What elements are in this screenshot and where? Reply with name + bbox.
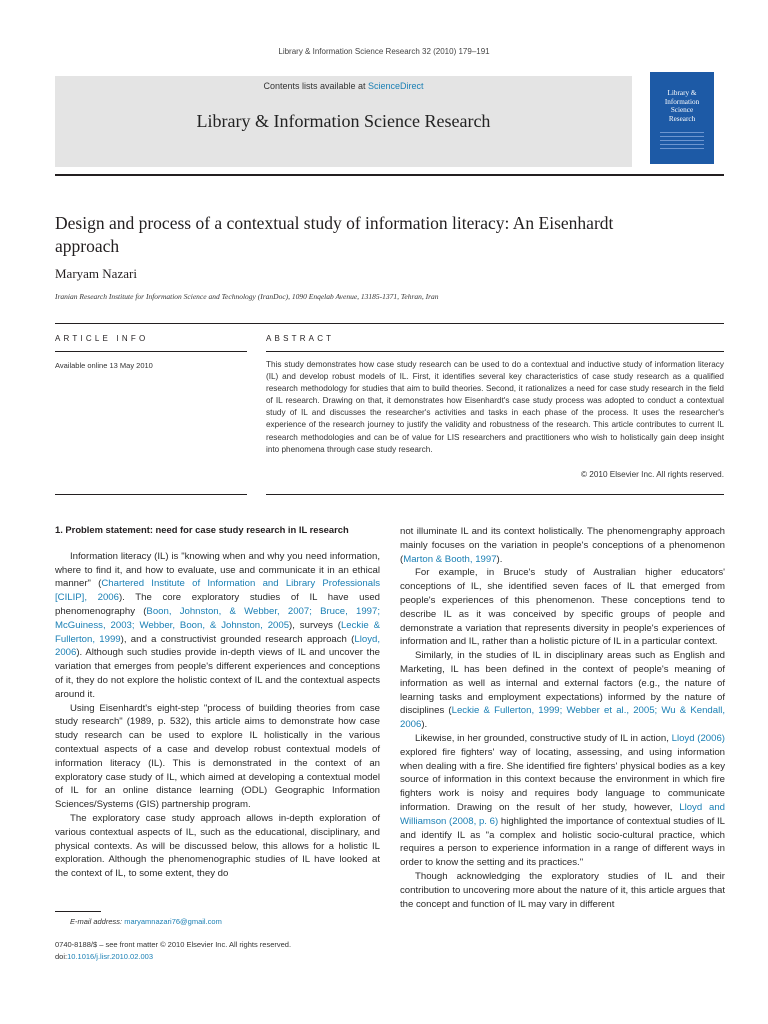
paragraph: Though acknowledging the exploratory studies of IL and their contribution to uncovering more about the nature of it, this article argues that the concept and function of IL may vary in different — [400, 870, 725, 910]
doi-line — [55, 952, 153, 961]
article-title: Design and process of a contextual study of information literacy: An Eisenhardt approach — [55, 213, 614, 256]
paragraph: Likewise, in her grounded, constructive study of IL in action, Lloyd (2006) explored fire fighters' way of locating, assessing, and using information when dealing with a fire. She identified fire fighters' physical bodies as a key source of information in this context because the environment in which fire fighters work is noisy and requires body language to communicate information. Drawing on the result of her study, however, Lloyd and Williamson (2008, p. 6) highlighted the importance of contextual studies of IL and identify IL as "a complex and holistic socio-cultural practice, which requires a person to experience information in a range of different ways in order to know the setting and its practices." — [400, 732, 726, 869]
abstract-bottom-rule — [266, 494, 724, 495]
abstract-heading: ABSTRACT — [266, 334, 335, 343]
title-rule — [55, 323, 724, 324]
footnote-rule — [55, 911, 101, 912]
abstract-text: This study demonstrates how case study research can be used to do a contextual and inductive study of information literacy (IL) and develop robust models of IL. First, it identifies several key characteristics of case study research as a qualified research methodology for studies that aim to build theories. Second, it rationalizes a need for case study research in the field of IL research. Drawing on that, it demonstrates how Eisenhardt's case study process was adopted to conduct a contextual study of IL and discusses the researcher's activities and tasks in each phase of the process. It uses the researcher's experience of the research journey to justify the validity and robustness of the research. This article contributes to current IL research methodologies and can be of value for LIS researchers and practitioners who wish to holistically gain deep insight into phenomena through case study research. — [266, 360, 724, 454]
author-affiliation: Iranian Research Institute for Information Science and Technology (IranDoc), 1090 Enqelab Avenue, 13185-1371, Tehran, Iran — [55, 292, 439, 301]
citation-link[interactable]: Boon, Johnston, & Webber, 2007; Bruce, 1997; McGuiness, 2003; Webber, Boon, & Johnston, 2005 — [55, 605, 380, 631]
citation-link[interactable]: Chartered Institute of Information and Library Professionals [CILIP], 2006 — [55, 578, 380, 604]
journal-banner — [55, 76, 632, 167]
citation-link[interactable]: Leckie & Fullerton, 1999 — [55, 619, 381, 645]
cover-title: Library & Information Science Research — [664, 89, 700, 123]
paragraph: For example, in Bruce's study of Australian higher educators' conceptions of IL, she identified seven faces of IL that emerged from people's experiences of this phenomenon. These conceptions tend to describe IL as it was conceived by specific groups of people and demonstrate a variation that represents diversity in people's experiences of information and IL, rather than a holistic picture of IL in a particular context. — [400, 567, 725, 648]
cover-decoration — [660, 132, 704, 152]
body-column-right — [400, 525, 725, 911]
article-info-rule — [55, 351, 247, 352]
email-link[interactable]: maryamnazari76@gmail.com — [124, 917, 222, 926]
paragraph: Information literacy (IL) is "knowing when and why you need information, where to find it, and how to evaluate, use and communicate it in an ethical manner" (Chartered Institute of Information and Library Professionals [CILIP], 2006). The core exploratory studies of IL have used phenomenography (Boon, Johnston, & Webber, 2007; Bruce, 1997; McGuiness, 2003; Webber, Boon, & Johnston, 2005), surveys (Leckie & Fullerton, 1999), and a constructivist grounded research approach (Lloyd, 2006). Although such studies provide in-depth views of IL and uncover the variation that emerges from people's different experiences and conceptions of it, they do not explore the holistic context of IL and the contextual aspects around it. — [55, 550, 381, 700]
email-label: E-mail address: — [70, 917, 123, 926]
abstract-rule — [266, 351, 724, 352]
citation-link[interactable]: Leckie & Fullerton, 1999; Webber et al., 2005; Wu & Kendall, 2006 — [400, 705, 726, 731]
body-column-left — [55, 523, 380, 881]
abstract-copyright: © 2010 Elsevier Inc. All rights reserved. — [580, 470, 724, 479]
running-head: Library & Information Science Research 32 (2010) 179–191 — [278, 47, 490, 56]
doi-label: doi: — [55, 952, 68, 961]
citation-link[interactable]: Lloyd, 2006 — [55, 633, 380, 659]
available-online-date: Available online 13 May 2010 — [55, 361, 153, 370]
journal-cover-thumbnail[interactable] — [650, 72, 714, 164]
paragraph: The exploratory case study approach allows in-depth exploration of various contextual aspects of IL, such as the educational, disciplinary, and physical contexts. As will be discussed below, this allows for a holistic IL exploration. Although the phenomenographic studies of IL have looked at the context of IL, to some extent, they do — [55, 812, 380, 880]
citation-link[interactable]: Lloyd and Williamson (2008, p. 6) — [400, 801, 726, 827]
contents-line — [55, 81, 632, 91]
author-name: Maryam Nazari — [55, 266, 137, 281]
email-footnote — [70, 917, 222, 926]
front-matter-note: 0740-8188/$ – see front matter © 2010 Elsevier Inc. All rights reserved. — [55, 940, 292, 949]
article-info-heading: ARTICLE INFO — [55, 334, 149, 343]
journal-title[interactable]: Library & Information Science Research — [196, 111, 491, 131]
citation-link[interactable]: Marton & Booth, 1997 — [403, 553, 497, 565]
contents-prefix: Contents lists available at — [263, 81, 369, 91]
sciencedirect-link[interactable]: ScienceDirect — [368, 81, 424, 91]
citation-link[interactable]: Lloyd (2006) — [671, 732, 725, 744]
header-rule — [55, 174, 724, 176]
paragraph: Similarly, in the studies of IL in disciplinary areas such as English and Marketing, IL has been defined in the context of people's meaning of information as well as internal and external factors (e.g., the nature of learning tasks and employment expectations) informed by the nature of disciplines (Leckie & Fullerton, 1999; Webber et al., 2005; Wu & Kendall, 2006). — [400, 650, 726, 731]
doi-link[interactable]: 10.1016/j.lisr.2010.02.003 — [67, 952, 153, 961]
section-heading: 1. Problem statement: need for case study research in IL research — [55, 524, 349, 535]
article-info-bottom-rule — [55, 494, 247, 495]
paragraph: not illuminate IL and its context holistically. The phenomengraphy approach mainly focuses on the variation in people's conceptions of a phenomenon (Marton & Booth, 1997). — [400, 526, 725, 565]
paragraph: Using Eisenhardt's eight-step "process of building theories from case study research" (1989, p. 532), this article aims to demonstrate how case study research can be used to explore IL holistically in the various contextual aspects of a case and develop robust contextual models of information literacy (IL). This is demonstrated in the context of an exploratory case study of IL, which aimed at developing a contextual model of IL for an online distance learning (ODL) Geographic Information Sciences/Systems (GIS) partnership program. — [55, 702, 380, 811]
